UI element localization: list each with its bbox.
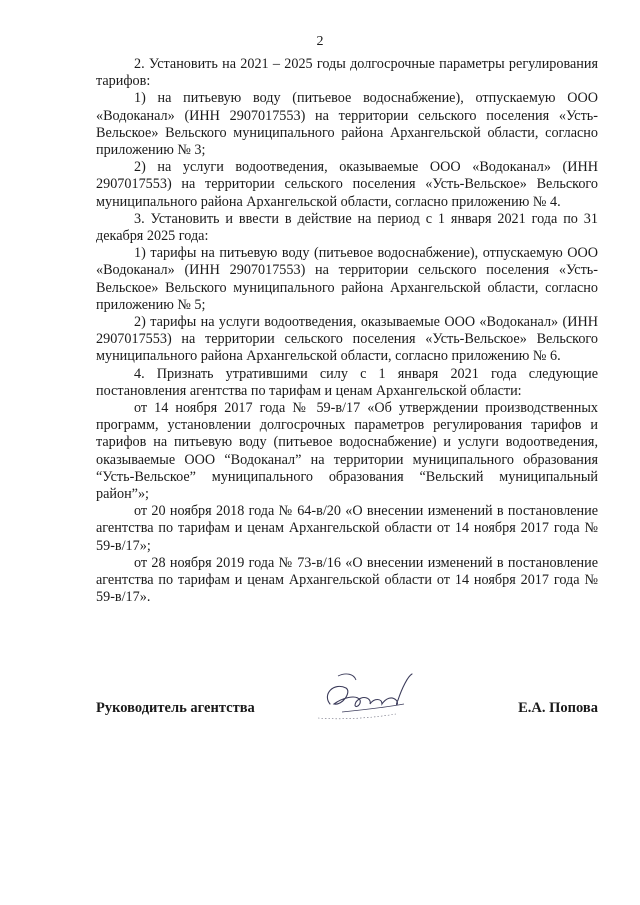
document-body bbox=[96, 56, 598, 607]
paragraph-4: 4. Признать утратившими силу с 1 января 2021 года следующие постановления агентства по тарифам и ценам Архангельской области: bbox=[96, 365, 598, 399]
paragraph-2-item-1: 1) на питьевую воду (питьевое водоснабжение), отпускаемую ООО «Водоканал» (ИНН 2907017553) на территории сельского поселения «Усть-Вельское» Вельского муниципального района Архангельской области, согласно приложению № 3; bbox=[96, 90, 598, 159]
page-number: 2 bbox=[316, 34, 324, 49]
paragraph-3-item-2: 2) тарифы на услуги водоотведения, оказываемые ООО «Водоканал» (ИНН 2907017553) на территории сельского поселения «Усть-Вельское» Вельского муниципального района Архангельской области, согласно приложению № 6. bbox=[96, 314, 598, 365]
paragraph-3-item-1: 1) тарифы на питьевую воду (питьевое водоснабжение), отпускаемую ООО «Водоканал» (ИНН 2907017553) на территории сельского поселения «Усть-Вельское» Вельского муниципального района Архангельской области, согласно приложению № 5; bbox=[96, 245, 598, 313]
paragraph-4-item-3: от 28 ноября 2019 года № 73-в/16 «О внесении изменений в постановление агентства по тарифам и ценам Архангельской области от 14 ноября 2017 года № 59-в/17». bbox=[96, 554, 598, 606]
paragraph-2: 2. Установить на 2021 – 2025 годы долгосрочные параметры регулирования тарифов: bbox=[96, 56, 598, 90]
signatory-name: Е.А. Попова bbox=[518, 700, 598, 716]
paragraph-2-item-2: 2) на услуги водоотведения, оказываемые ООО «Водоканал» (ИНН 2907017553) на территории сельского поселения «Усть-Вельское» Вельского муниципального района Архангельской области, согласно приложению № 4. bbox=[96, 159, 598, 210]
handwritten-signature-icon bbox=[312, 664, 432, 726]
signatory-title: Руководитель агентства bbox=[96, 700, 255, 716]
paragraph-4-item-1: от 14 ноября 2017 года № 59-в/17 «Об утверждении производственных программ, установлении долгосрочных параметров регулирования тарифов и тарифов на питьевую воду (питьевое водоснабжение) и услуги водоотведения, оказываемые ООО “Водоканал” на территории муниципального образования “Усть-Вельское” муниципального образования “Вельский муниципальный район”»; bbox=[96, 400, 598, 503]
paragraph-4-item-2: от 20 ноября 2018 года № 64-в/20 «О внесении изменений в постановление агентства по тарифам и ценам Архангельской области от 14 ноября 2017 года № 59-в/17»; bbox=[96, 503, 598, 554]
signature-block bbox=[96, 696, 598, 726]
paragraph-3: 3. Установить и ввести в действие на период с 1 января 2021 года по 31 декабря 2025 года: bbox=[96, 210, 598, 245]
